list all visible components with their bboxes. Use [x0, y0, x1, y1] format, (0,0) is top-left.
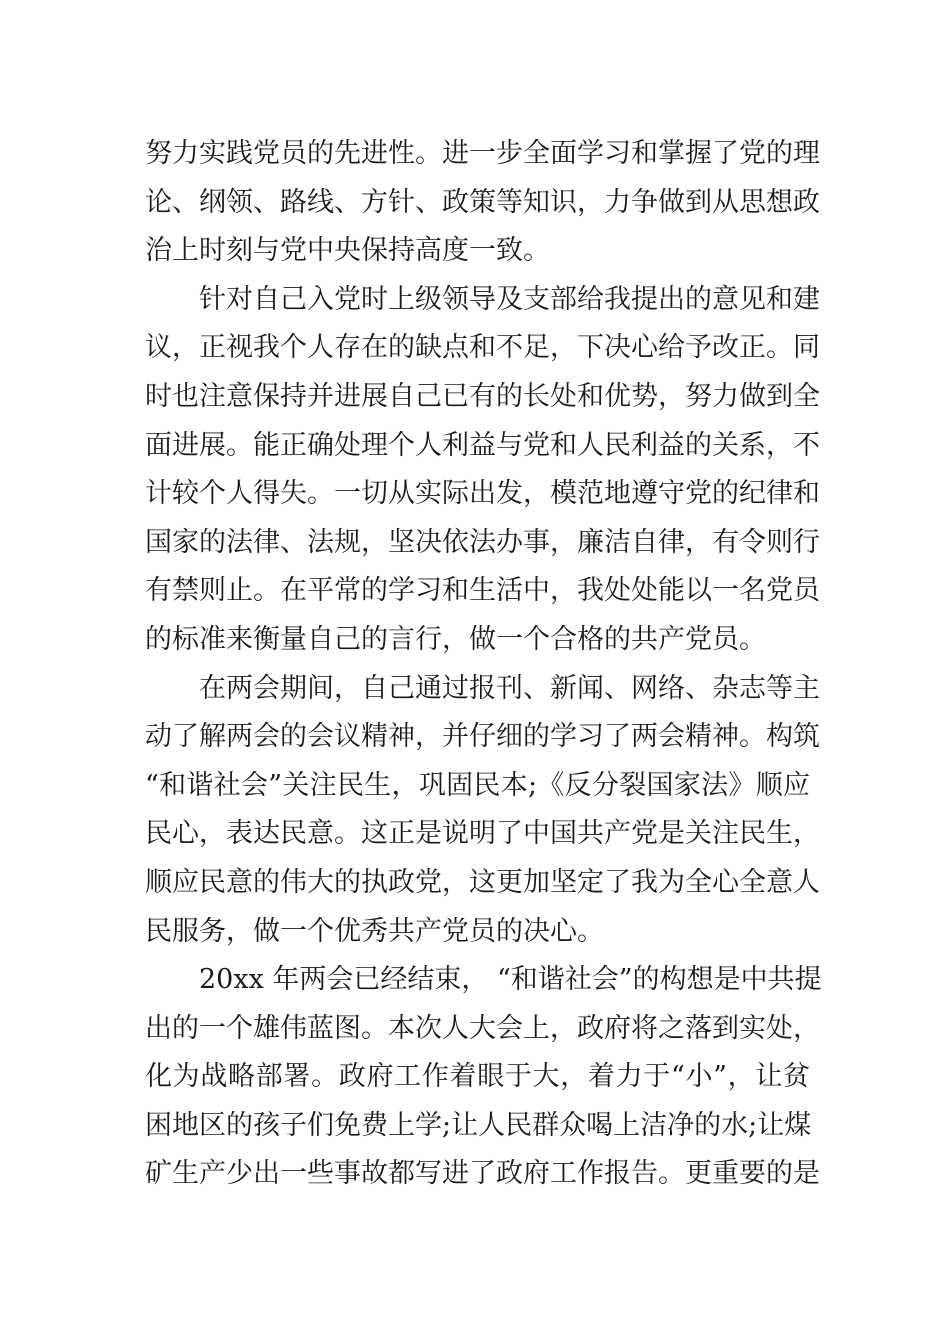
paragraph-line: 论、纲领、路线、方针、政策等知识，力争做到从思想政 — [145, 186, 820, 218]
paragraph-first-line: 20xx 年两会已经结束， “和谐社会”的构想是中共提 — [199, 964, 822, 996]
document-body — [145, 130, 822, 1199]
paragraph-line: 努力实践党员的先进性。进一步全面学习和掌握了党的理 — [145, 138, 820, 169]
paragraph-line: 民服务，做一个优秀共产党员的决心。 — [145, 915, 604, 947]
paragraph-line: “和谐社会”关注民生，巩固民本;《反分裂国家法》顺应 — [145, 769, 810, 801]
paragraph-line: 国家的法律、法规，坚决依法办事，廉洁自律，有令则行 — [145, 526, 820, 558]
paragraph-line: 困地区的孩子们免费上学;让人民群众喝上洁净的水;让煤 — [145, 1109, 812, 1141]
paragraph-first-line: 在两会期间，自己通过报刊、新闻、网络、杂志等主 — [199, 672, 820, 704]
paragraph-line: 时也注意保持并进展自己已有的长处和优势，努力做到全 — [145, 380, 820, 412]
paragraph-line: 民心，表达民意。这正是说明了中国共产党是关注民生， — [145, 818, 820, 850]
paragraph-line: 矿生产少出一些事故都写进了政府工作报告。更重要的是 — [145, 1158, 820, 1190]
paragraph-first-line: 针对自己入党时上级领导及支部给我提出的意见和建 — [199, 283, 820, 315]
paragraph-line: 议，正视我个人存在的缺点和不足，下决心给予改正。同 — [145, 332, 820, 364]
paragraph-line: 动了解两会的会议精神，并仔细的学习了两会精神。构筑 — [145, 721, 820, 753]
paragraph-line: 有禁则止。在平常的学习和生活中，我处处能以一名党员 — [145, 575, 820, 607]
paragraph-line: 出的一个雄伟蓝图。本次人大会上，政府将之落到实处， — [145, 1012, 820, 1044]
paragraph-line: 治上时刻与党中央保持高度一致。 — [145, 235, 550, 267]
paragraph-line: 顺应民意的伟大的执政党，这更加坚定了我为全心全意人 — [145, 866, 820, 898]
paragraph-line: 面进展。能正确处理个人利益与党和人民利益的关系，不 — [145, 429, 820, 461]
paragraph-line: 计较个人得失。一切从实际出发，模范地遵守党的纪律和 — [145, 478, 820, 510]
paragraph-line: 的标准来衡量自己的言行，做一个合格的共产党员。 — [145, 623, 766, 655]
paragraph-line: 化为战略部署。政府工作着眼于大，着力于“小”，让贫 — [145, 1061, 810, 1093]
